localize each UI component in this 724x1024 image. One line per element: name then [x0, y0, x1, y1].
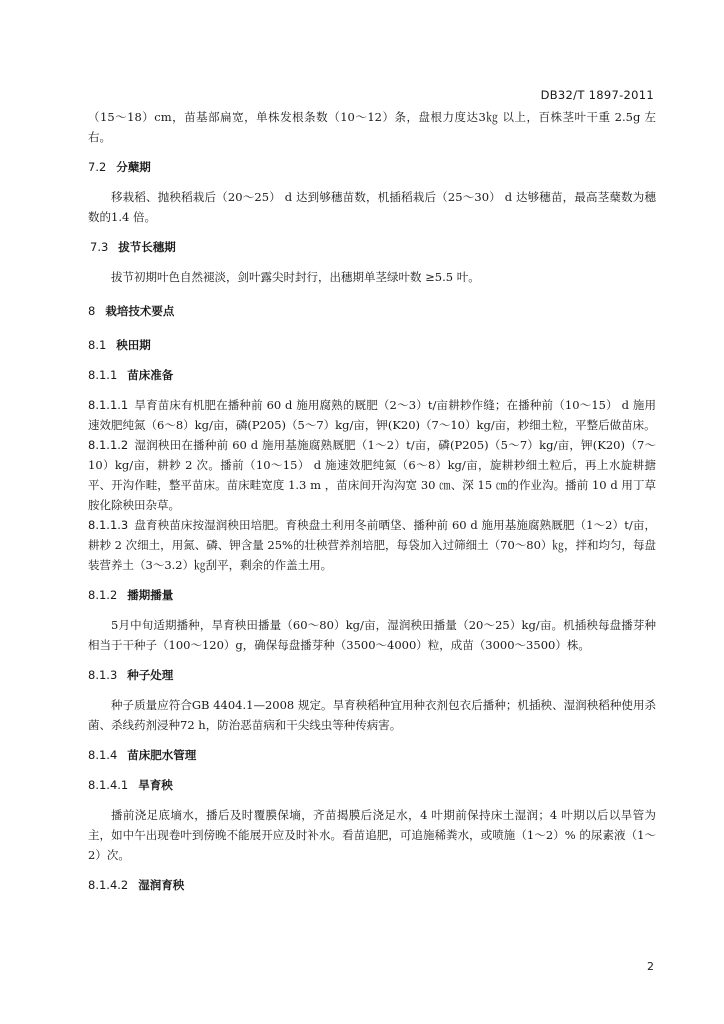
- section-title: 苗床肥水管理: [127, 748, 197, 762]
- section-8-1-1-heading: [88, 365, 656, 385]
- section-number: 8.1.4.2: [88, 878, 129, 892]
- clause-8-1-1-3: [88, 515, 656, 575]
- section-8-1-heading: [88, 335, 656, 355]
- page-number: 2: [647, 960, 654, 973]
- section-number: 8.1.4.1: [88, 778, 129, 792]
- section-8-1-3-heading: [88, 665, 656, 685]
- page-content: [88, 107, 656, 895]
- section-8-1-2-heading: [88, 585, 656, 605]
- section-number: 8.1.1: [88, 368, 118, 382]
- clause-text: 旱育苗床有机肥在播种前 60 d 施用腐熟的厩肥（2～3）t/亩耕耖作缝；在播种前（10～15） d 施用速效肥纯氮（6～8）kg/亩，磷(P205)（5～7）kg/亩，钾(K20)（7～10）kg/亩，耖细土粒，平整后做苗床。: [88, 398, 656, 432]
- section-number: 8.1: [88, 338, 107, 352]
- clause-8-1-1-1: [88, 395, 656, 435]
- section-title: 分蘖期: [116, 160, 151, 174]
- section-title: 湿润育秧: [138, 878, 185, 892]
- section-title: 栽培技术要点: [105, 304, 175, 318]
- section-title: 播期播量: [127, 588, 174, 602]
- section-8-1-4-1-heading: [88, 775, 656, 795]
- section-7-3-heading: [90, 237, 656, 257]
- section-8-1-4-2-heading: [88, 875, 656, 895]
- section-title: 苗床准备: [127, 368, 174, 382]
- clause-number: 8.1.1.1: [88, 398, 129, 412]
- standard-code-header: DB32/T 1897-2011: [540, 88, 654, 102]
- section-number: 8.1.3: [88, 668, 118, 682]
- section-title: 拔节长穗期: [118, 240, 176, 254]
- section-number: 8: [88, 304, 96, 318]
- clause-text: 湿润秧田在播种前 60 d 施用基施腐熟厩肥（1～2）t/亩，磷(P205)（5～7）kg/亩，钾(K20)（7～10）kg/亩，耕耖 2 次。播前（10～15） d 施速效肥纯氮（6～8）kg/亩，旋耕耖细土粒后，再上水旋耕搪平、开沟作畦，整平苗床。苗床畦宽度 1.3 m ，苗床间开沟沟宽 30 ㎝、深 15 ㎝的作业沟。播前 10 d 用丁草胺化除秧田杂草。: [88, 438, 656, 512]
- clause-number: 8.1.1.2: [88, 438, 129, 452]
- clause-text: 盘育秧苗床按湿润秧田培肥。育秧盘土利用冬前晒垡、播种前 60 d 施用基施腐熟厩肥（1～2）t/亩，耕耖 2 次细土，用氮、磷、钾含量 25%的壮秧营养剂培肥，每袋加入过筛细土（70～80）㎏，拌和均匀，每盘装营养土（3～3.2）㎏刮平，剩余的作盖土用。: [88, 518, 656, 572]
- section-8-1-2-text: 5月中旬适期播种，旱育秧田播量（60～80）kg/亩，湿润秧田播量（20～25）kg/亩。机插秧每盘播芽种相当于干种子（100～120）g，确保每盘播芽种（3500～4000）粒，成苗（3000～3500）株。: [88, 618, 656, 652]
- continued-paragraph: （15～18）cm，苗基部扁宽，单株发根条数（10～12）条，盘根力度达3㎏ 以上，百株茎叶干重 2.5g 左右。: [88, 110, 656, 144]
- clause-8-1-1-2: [88, 435, 656, 515]
- section-8-1-4-heading: [88, 745, 656, 765]
- section-title: 旱育秧: [138, 778, 173, 792]
- section-number: 7.2: [88, 160, 107, 174]
- section-8-1-4-1-text: 播前浇足底墒水，播后及时覆膜保墒，齐苗揭膜后浇足水，4 叶期前保持床土湿润；4 叶期以后以旱管为主，如中午出现卷叶到傍晚不能展开应及时补水。看苗追肥，可追施稀粪水，或喷施（1～2）% 的尿素液（1～2）次。: [88, 808, 656, 862]
- section-7-3-text: 拔节初期叶色自然褪淡，剑叶露尖时封行，出穗期单茎绿叶数 ≥5.5 叶。: [111, 270, 480, 284]
- section-number: 7.3: [90, 240, 109, 254]
- section-8-heading: [88, 301, 656, 321]
- clause-number: 8.1.1.3: [88, 518, 129, 532]
- section-number: 8.1.4: [88, 748, 118, 762]
- section-8-1-3-text: 种子质量应符合GB 4404.1—2008 规定。旱育秧稻种宜用种衣剂包衣后播种；机插秧、湿润秧稻种使用杀菌、杀线药剂浸种72 h，防治恶苗病和干尖线虫等种传病害。: [88, 698, 656, 732]
- section-7-2-heading: [88, 157, 656, 177]
- section-number: 8.1.2: [88, 588, 118, 602]
- section-title: 种子处理: [127, 668, 174, 682]
- section-title: 秧田期: [116, 338, 151, 352]
- section-7-2-text: 移栽稻、抛秧稻栽后（20～25） d 达到够穗苗数，机插稻栽后（25～30） d 达够穗苗，最高茎蘖数为穗数的1.4 倍。: [88, 190, 656, 224]
